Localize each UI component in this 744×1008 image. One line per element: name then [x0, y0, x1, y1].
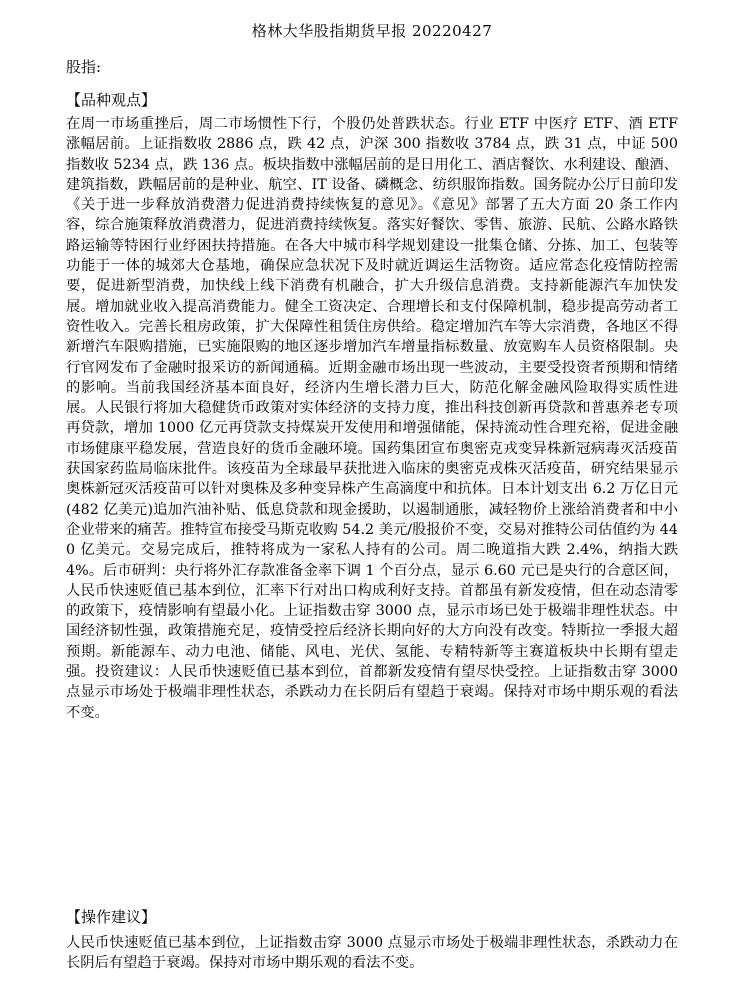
document-title: 格林大华股指期货早报 20220427 — [251, 22, 493, 40]
stock-index-label: 股指: — [66, 58, 102, 76]
section-heading-advice: 【操作建议】 — [66, 908, 157, 926]
advice-paragraph: 人民币快速贬值已基本到位，上证指数击穿 3000 点显示市场处于极端非理性状态，杀跌动力在长阴后有望趋于衰竭。保持对市场中期乐观的看法不变。 — [66, 935, 678, 972]
section-heading-view: 【品种观点】 — [66, 91, 157, 109]
view-paragraph: 在周一市场重挫后，周二市场惯性下行，个股仍处普跌状态。行业 ETF 中医疗 ETF、酒 ETF 涨幅居前。上证指数收 2886 点，跌 42 点，沪深 300 指数收 3784 点，跌 31 点，中证 500 指数收 5234 点，跌 136 点。板块指数中涨幅居前的是日用化工、酒店餐饮、水利建设、酿酒、建筑指数，跌幅居前的是种业、航空、IT 设备、磷概念、纺织服饰指数。国务院办公厅日前印发《关于进一步释放消费潜力促进消费持续恢复的意见》。《意见》部署了五大方面 20 条工作内容，综合施策释放消费潜力，促进消费持续恢复。落实好餐饮、零售、旅游、民航、公路水路铁路运输等特困行业纾困扶持措施。在各大中城市科学规划建设一批集仓储、分拣、加工、包装等功能于一体的城郊大仓基地，确保应急状况下及时就近调运生活物资。适应常态化疫情防控需要，促进新型消费，加快线上线下消费有机融合，扩大升级信息消费。支持新能源汽车加快发展。增加就业收入提高消费能力。健全工资决定、合理增长和支付保障机制，稳步提高劳动者工资性收入。完善长租房政策，扩大保障性租赁住房供给。稳定增加汽车等大宗消费，各地区不得新增汽车限购措施，已实施限购的地区逐步增加汽车增量指标数量、放宽购车人员资格限制。央行官网发布了金融时报采访的新闻通稿。近期金融市场出现一些波动，主要受投资者预期和情绪的影响。当前我国经济基本面良好，经济内生增长潜力巨大，防范化解金融风险取得实质性进展。人民银行将加大稳健货币政策对实体经济的支持力度，推出科技创新再贷款和普惠养老专项再贷款，增加 1000 亿元再贷款支持煤炭开发使用和增强储能，保持流动性合理充裕，促进金融市场健康平稳发展，营造良好的货币金融环境。国药集团宣布奥密克戎变异株新冠病毒灭活疫苗获国家药监局临床批件。该疫苗为全球最早获批进入临床的奥密克戎株灭活疫苗，研究结果显示奥株新冠灭活疫苗可以针对奥株及多种变异株产生高滴度中和抗体。日本计划支出 6.2 万亿日元(482 亿美元)追加汽油补贴、低息贷款和现金援助，以遏制通胀，减轻物价上涨给消费者和中小企业带来的痛苦。推特宣布接受马斯克收购 54.2 美元/股报价不变，交易对推特公司估值约为 440 亿美元。交易完成后，推特将成为一家私人持有的公司。周二晚道指大跌 2.4%，纳指大跌 4%。后市研判：央行将外汇存款准备金率下调 1 个百分点，显示 6.60 元已是央行的合意区间，人民币快速贬值已基本到位，汇率下行对出口构成利好支持。首都虽有新发疫情，但在动态清零的政策下，疫情影响有望最小化。上证指数击穿 3000 点，显示市场已处于极端非理性状态。中国经济韧性强，政策措施充足，疫情受控后经济长期向好的大方向没有改变。特斯拉一季报大超预期。新能源车、动力电池、储能、风电、光伏、氢能、专精特新等主赛道板块中长期有望走强。投资建议：人民币快速贬值已基本到位，首都新发疫情有望尽快受控。上证指数击穿 3000 点显示市场处于极端非理性状态，杀跌动力在长阴后有望趋于衰竭。保持对市场中期乐观的看法不变。 — [66, 116, 678, 721]
